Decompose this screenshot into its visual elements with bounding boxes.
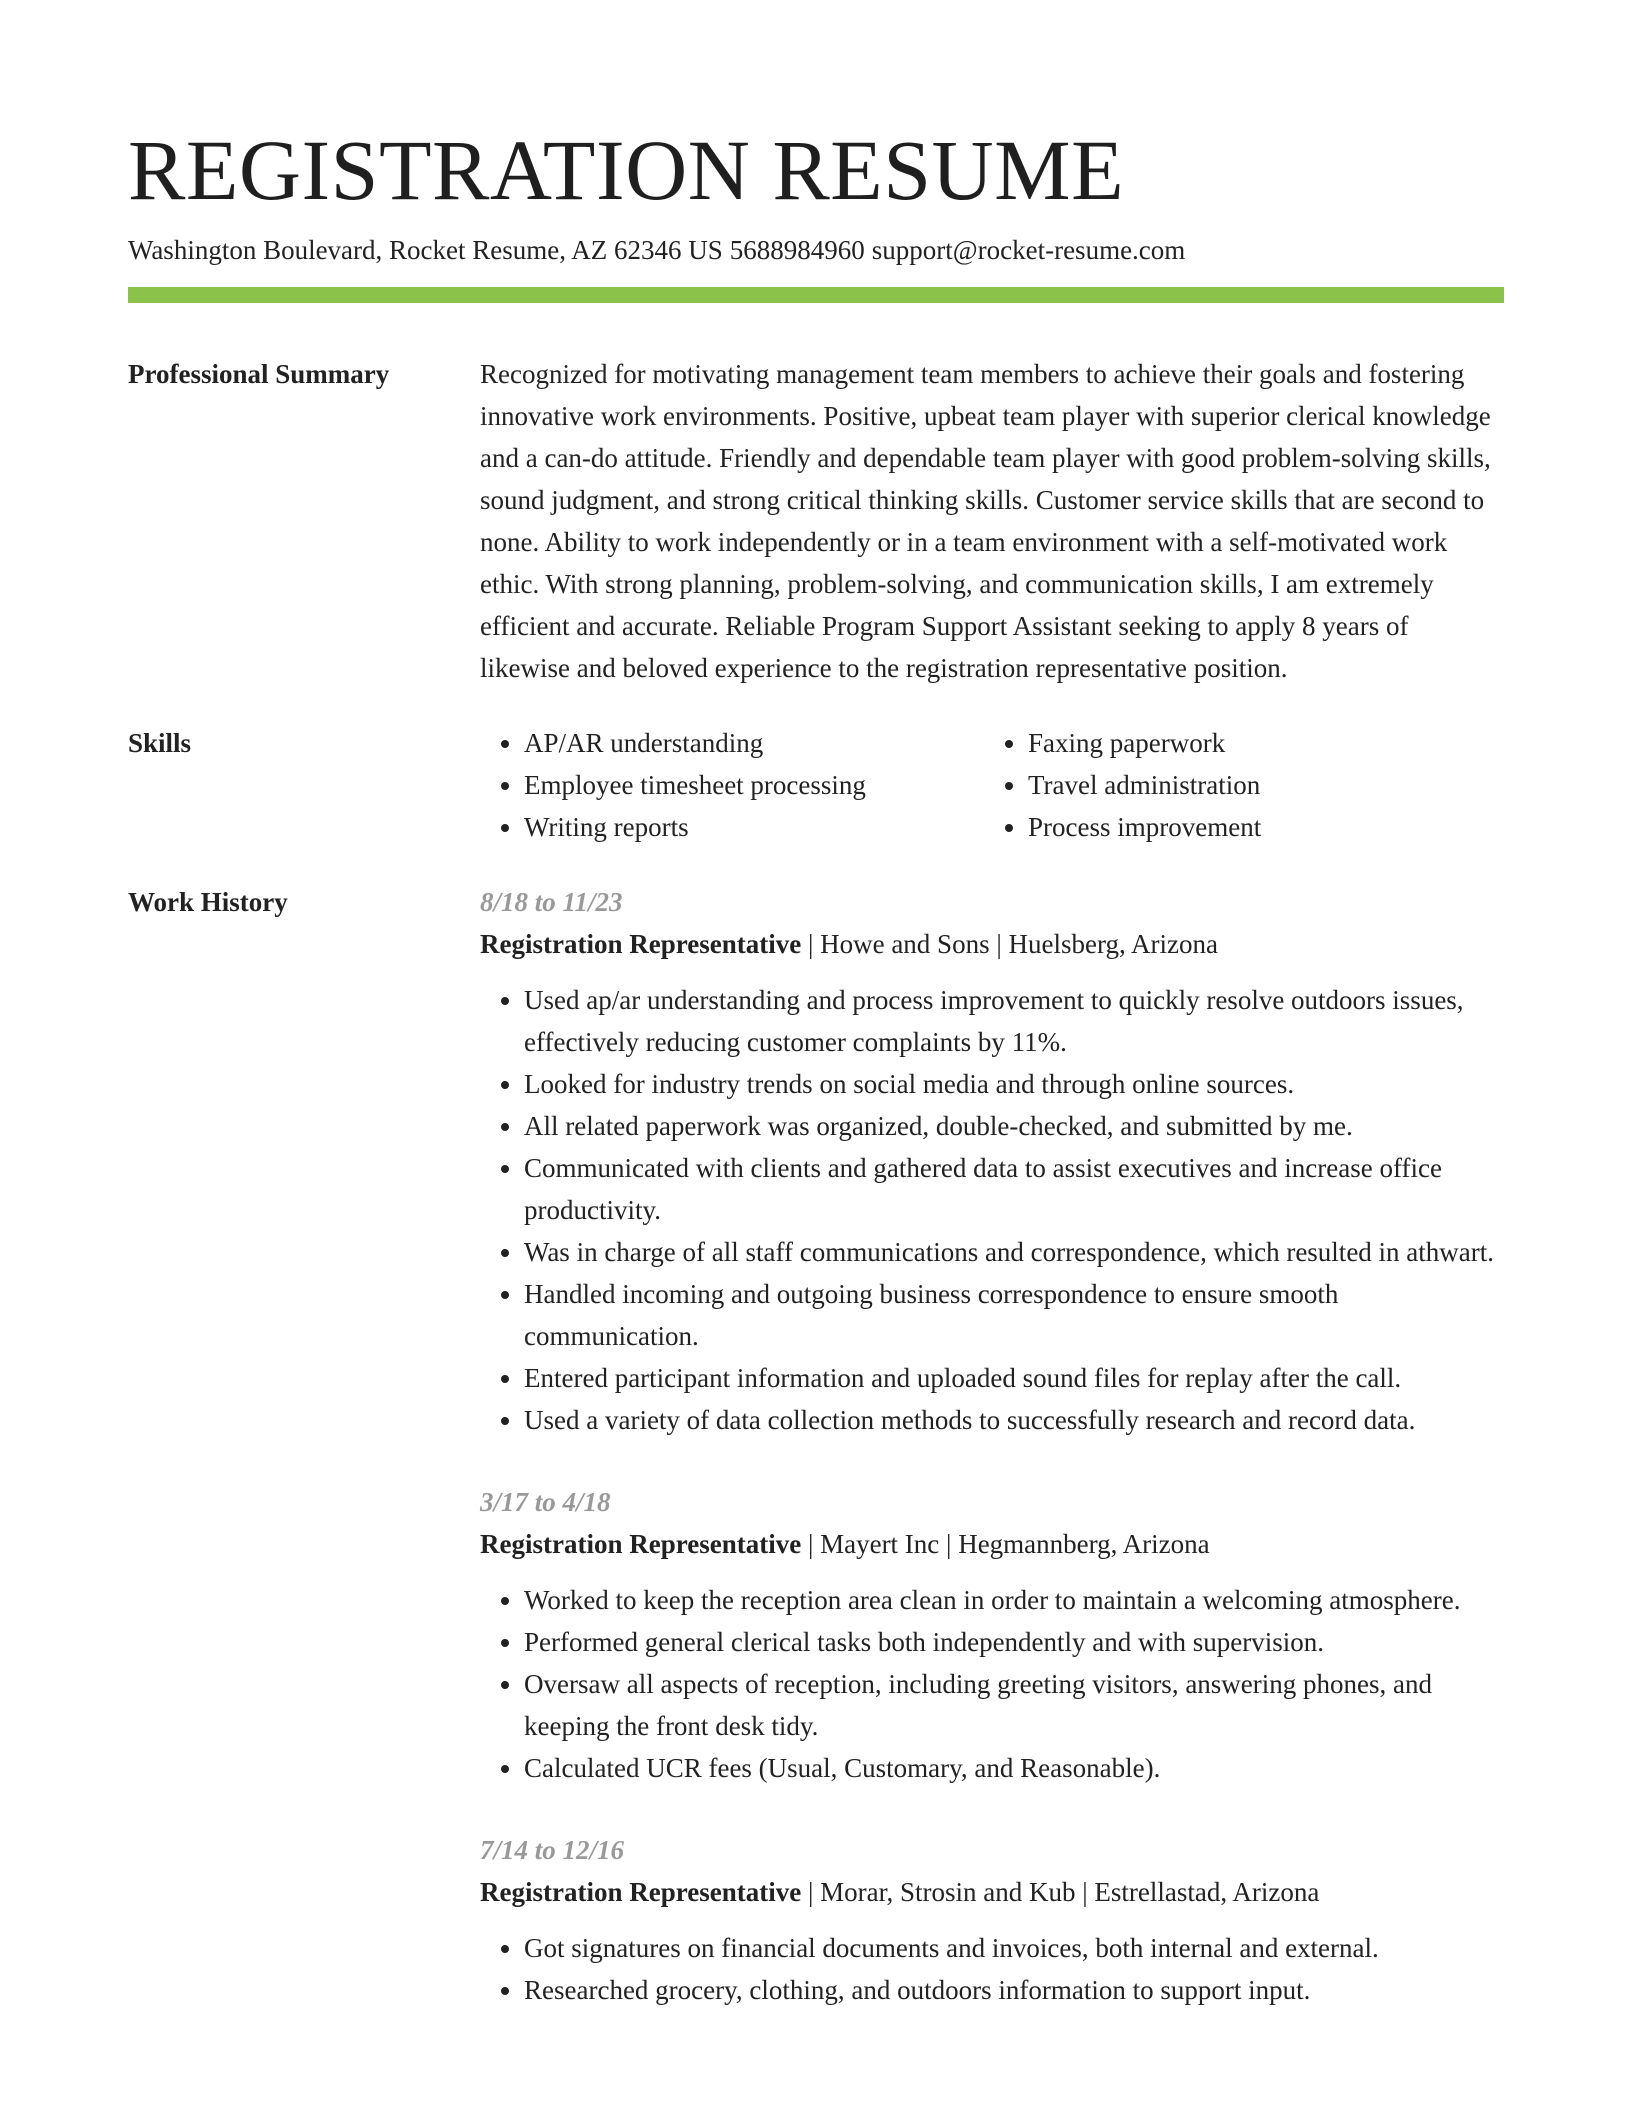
skills-list-left	[480, 722, 984, 848]
skill-item: • Employee timesheet processing	[524, 764, 984, 806]
job-entry	[480, 1481, 1504, 1789]
summary-text: Recognized for motivating management team members to achieve their goals and fostering innovative work environments. Positive, upbeat team player with superior clerical knowledge and a can-do attitude. Friendly and dependable team player with good problem-solving skills, sound judgment, and strong critical thinking skills. Customer service skills that are second to none. Ability to work independently or in a team environment with a self-motivated work ethic. With strong planning, problem-solving, and communication skills, I am extremely efficient and accurate. Reliable Program Support Assistant seeking to apply 8 years of likewise and beloved experience to the registration representative position.	[480, 359, 1491, 683]
job-entry	[480, 881, 1504, 1441]
resume-name: REGISTRATION RESUME	[128, 122, 1125, 218]
skill-item: • Writing reports	[524, 806, 984, 848]
job-heading	[480, 1871, 1504, 1913]
contact-line	[128, 232, 1504, 268]
job-title: Registration Representative	[480, 929, 802, 959]
contact-email: support@rocket-resume.com	[871, 235, 1186, 265]
job-bullet: • Was in charge of all staff communications and correspondence, which resulted in athwart.	[524, 1231, 1504, 1273]
skills-body	[480, 722, 1504, 848]
job-dates: 8/18 to 11/23	[480, 887, 623, 917]
job-bullet: • Entered participant information and uploaded sound files for replay after the call.	[524, 1357, 1504, 1399]
contact-phone: 5688984960	[729, 235, 865, 265]
job-details: | Mayert Inc | Hegmannberg, Arizona	[801, 1529, 1210, 1559]
job-bullets	[480, 1579, 1504, 1789]
job-bullet: • Got signatures on financial documents and invoices, both internal and external.	[524, 1927, 1504, 1969]
job-bullets	[480, 979, 1504, 1441]
job-title: Registration Representative	[480, 1877, 802, 1907]
skills-list-right	[984, 722, 1488, 848]
work-history-heading: Work History	[128, 887, 288, 917]
job-bullet: • Worked to keep the reception area clean in order to maintain a welcoming atmosphere.	[524, 1579, 1504, 1621]
job-dates: 3/17 to 4/18	[480, 1487, 611, 1517]
skill-item: • Travel administration	[1028, 764, 1488, 806]
job-bullet: • All related paperwork was organized, double-checked, and submitted by me.	[524, 1105, 1504, 1147]
job-entry	[480, 1829, 1504, 2011]
job-dates: 7/14 to 12/16	[480, 1835, 625, 1865]
contact-address: Washington Boulevard, Rocket Resume, AZ 62346 US	[128, 235, 723, 265]
resume-page	[128, 120, 1504, 2051]
job-bullet: • Looked for industry trends on social media and through online sources.	[524, 1063, 1504, 1105]
job-details: | Morar, Strosin and Kub | Estrellastad, Arizona	[801, 1877, 1320, 1907]
job-bullets	[480, 1927, 1504, 2011]
job-title: Registration Representative	[480, 1529, 802, 1559]
summary-body	[480, 353, 1504, 689]
skills-heading: Skills	[128, 728, 192, 758]
job-bullet: • Used ap/ar understanding and process improvement to quickly resolve outdoors issues, effectively reducing customer complaints by 11%.	[524, 979, 1504, 1063]
work-history-body	[480, 881, 1504, 2051]
job-bullet: • Handled incoming and outgoing business correspondence to ensure smooth communication.	[524, 1273, 1504, 1357]
skill-item: • Process improvement	[1028, 806, 1488, 848]
job-bullet: • Communicated with clients and gathered data to assist executives and increase office productivity.	[524, 1147, 1504, 1231]
skills-section	[128, 722, 1504, 848]
skill-item: • Faxing paperwork	[1028, 722, 1488, 764]
summary-heading: Professional Summary	[128, 359, 390, 389]
job-heading	[480, 923, 1504, 965]
job-bullet: • Performed general clerical tasks both independently and with supervision.	[524, 1621, 1504, 1663]
job-details: | Howe and Sons | Huelsberg, Arizona	[801, 929, 1218, 959]
job-bullet: • Oversaw all aspects of reception, including greeting visitors, answering phones, and keeping the front desk tidy.	[524, 1663, 1504, 1747]
job-bullet: • Used a variety of data collection methods to successfully research and record data.	[524, 1399, 1504, 1441]
job-heading	[480, 1523, 1504, 1565]
job-bullet: • Calculated UCR fees (Usual, Customary, and Reasonable).	[524, 1747, 1504, 1789]
summary-section	[128, 353, 1504, 689]
skill-item: • AP/AR understanding	[524, 722, 984, 764]
job-bullet: • Researched grocery, clothing, and outdoors information to support input.	[524, 1969, 1504, 2011]
header-divider	[128, 287, 1504, 303]
work-history-section	[128, 881, 1504, 2051]
